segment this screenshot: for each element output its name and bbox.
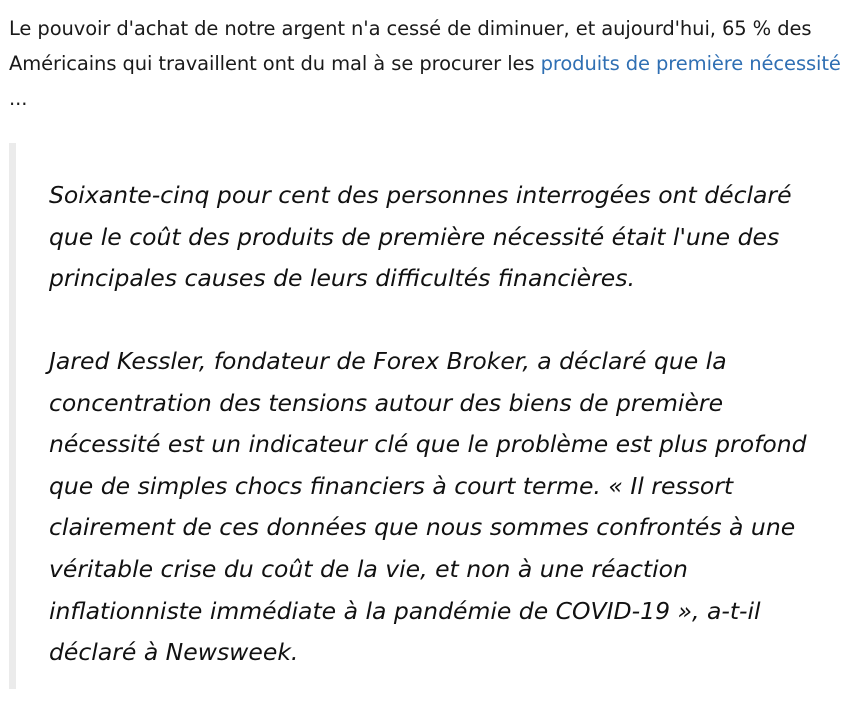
intro-text-after: ... — [9, 87, 28, 110]
quote-paragraph-2: Jared Kessler, fondateur de Forex Broker, a déclaré que la concentration des tensions autour des biens de première nécessité est un indicateur clé que le problème est plus profond que de simples chocs financiers à court terme. « Il ressort clairement de ces données que nous sommes confrontés à une véritable crise du coût de la vie, et non à une réaction inflationniste immédiate à la pandémie de COVID-19 », a-t-il déclaré à Newsweek. — [49, 347, 807, 667]
blockquote — [9, 143, 829, 689]
essentials-link[interactable]: produits de première nécessité — [540, 52, 841, 75]
intro-paragraph — [9, 11, 859, 116]
quote-paragraph-1: Soixante-cinq pour cent des personnes interrogées ont déclaré que le coût des produits de première nécessité était l'une des principales causes de leurs difficultés financières. — [49, 181, 792, 293]
intro-text-before: Le pouvoir d'achat de notre argent n'a cessé de diminuer, et aujourd'hui, 65 % des Américains qui travaillent ont du mal à se procurer les — [9, 17, 812, 75]
